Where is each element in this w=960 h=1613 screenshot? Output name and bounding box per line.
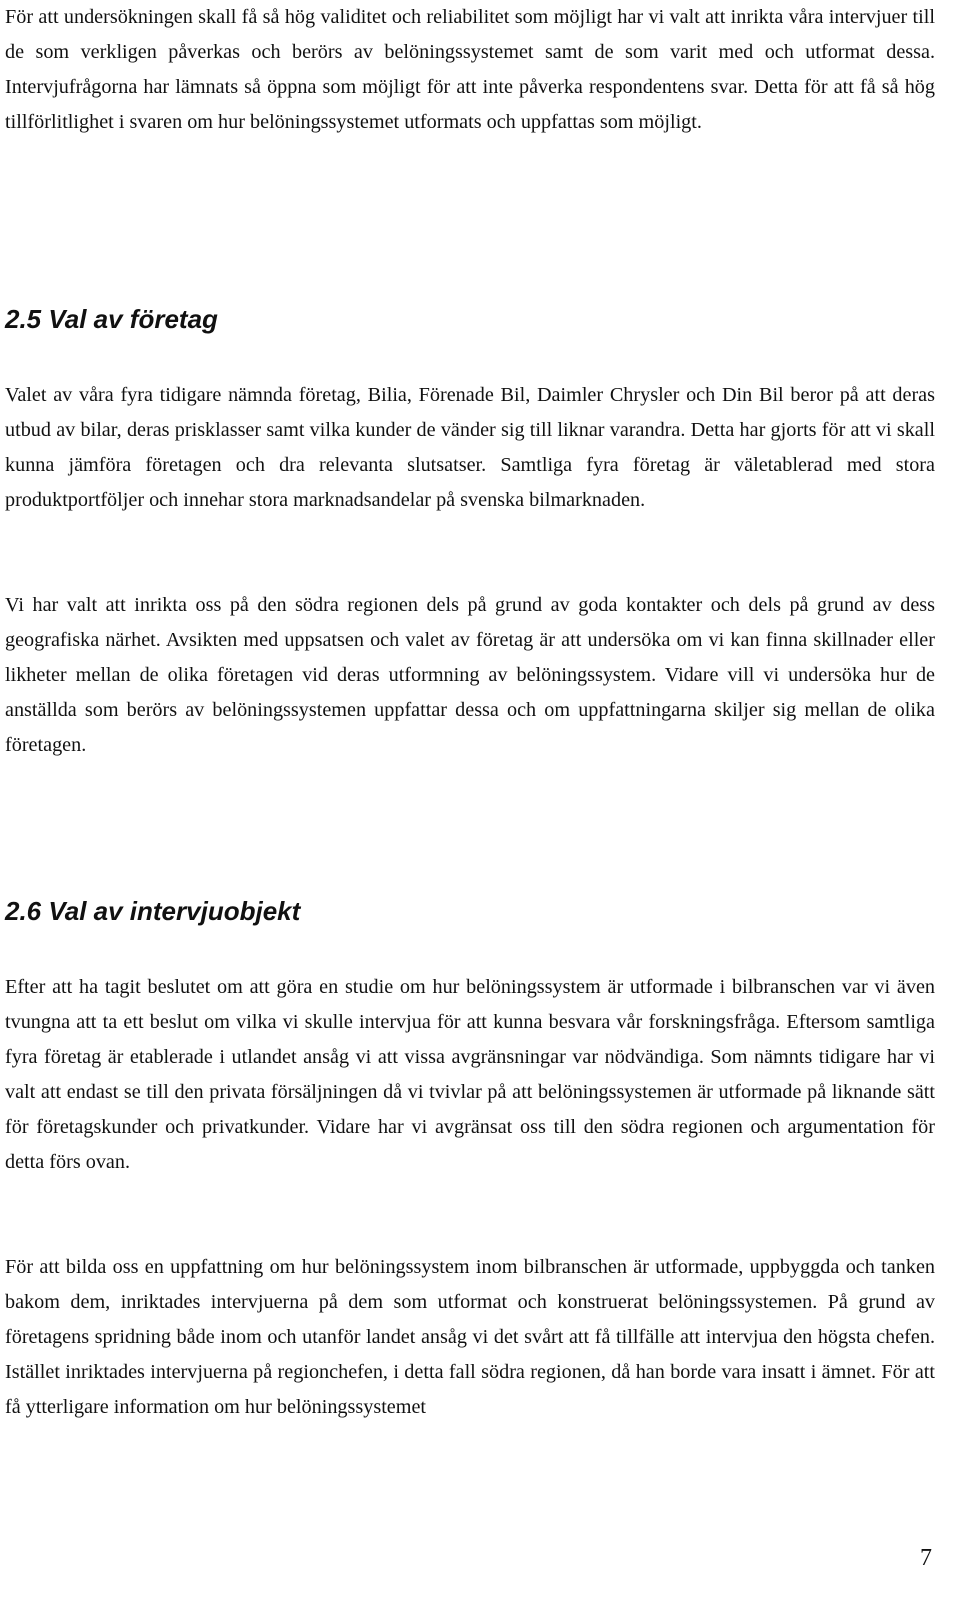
intro-paragraph: För att undersökningen skall få så hög validitet och reliabilitet som möjligt har vi valt att inrikta våra intervjuer till de som verkligen påverkas och berörs av belöningssystemet samt de som varit med och utformat dessa. Intervjufrågorna har lämnats så öppna som möjligt för att inte påverka respondentens svar. Detta för att få så hög tillförlitlighet i svaren om hur belöningssystemet utformats och uppfattas som möjligt. <box>5 6 935 133</box>
val-av-foretag-paragraph-2: Vi har valt att inrikta oss på den södra regionen dels på grund av goda kontakter och dels på grund av dess geografiska närhet. Avsikten med uppsatsen och valet av företag är att undersöka om vi kan finna skillnader eller likheter mellan de olika företagen vid deras utformning av belöningssystem. Vidare vill vi undersöka hur de anställda som berörs av belöningssystemen uppfattar dessa och om uppfattningarna skiljer sig mellan de olika företagen. <box>5 594 935 756</box>
document-page <box>5 0 935 1613</box>
val-av-intervjuobjekt-paragraph-2: För att bilda oss en uppfattning om hur belöningssystem inom bilbranschen är utformade, uppbyggda och tanken bakom dem, inriktades intervjuerna på dem som utformat och konstruerat belöningssystemen. På grund av företagens spridning både inom och utanför landet ansåg vi det svårt att få tillfälle att intervjua den högsta chefen. Istället inriktades intervjuerna på regionchefen, i detta fall södra regionen, då han borde vara insatt i ämnet. För att få ytterligare information om hur belöningssystemet <box>5 1256 935 1418</box>
section-heading-val-av-intervjuobjekt: 2.6 Val av intervjuobjekt <box>5 896 301 926</box>
val-av-intervjuobjekt-paragraph-1: Efter att ha tagit beslutet om att göra en studie om hur belöningssystem är utformade i bilbranschen var vi även tvungna att ta ett beslut om vilka vi skulle intervjua för att kunna besvara vår forskningsfråga. Eftersom samtliga fyra företag är etablerade i utlandet ansåg vi att vissa avgränsningar var nödvändiga. Som nämnts tidigare har vi valt att endast se till den privata försäljningen då vi tvivlar på att belöningssystemen är utformade på liknande sätt för företagskunder och privatkunder. Vidare har vi avgränsat oss till den södra regionen och argumentation för detta förs ovan. <box>5 976 935 1173</box>
section-heading-val-av-foretag: 2.5 Val av företag <box>5 304 218 334</box>
val-av-foretag-paragraph-1: Valet av våra fyra tidigare nämnda företag, Bilia, Förenade Bil, Daimler Chrysler och Din Bil beror på att deras utbud av bilar, deras prisklasser samt vilka kunder de vänder sig till liknar varandra. Detta har gjorts för att vi skall kunna jämföra företagen och dra relevanta slutsatser. Samtliga fyra företag är väletablerad med stora produktportföljer och innehar stora marknadsandelar på svenska bilmarknaden. <box>5 384 935 511</box>
page-number: 7 <box>920 1545 932 1571</box>
